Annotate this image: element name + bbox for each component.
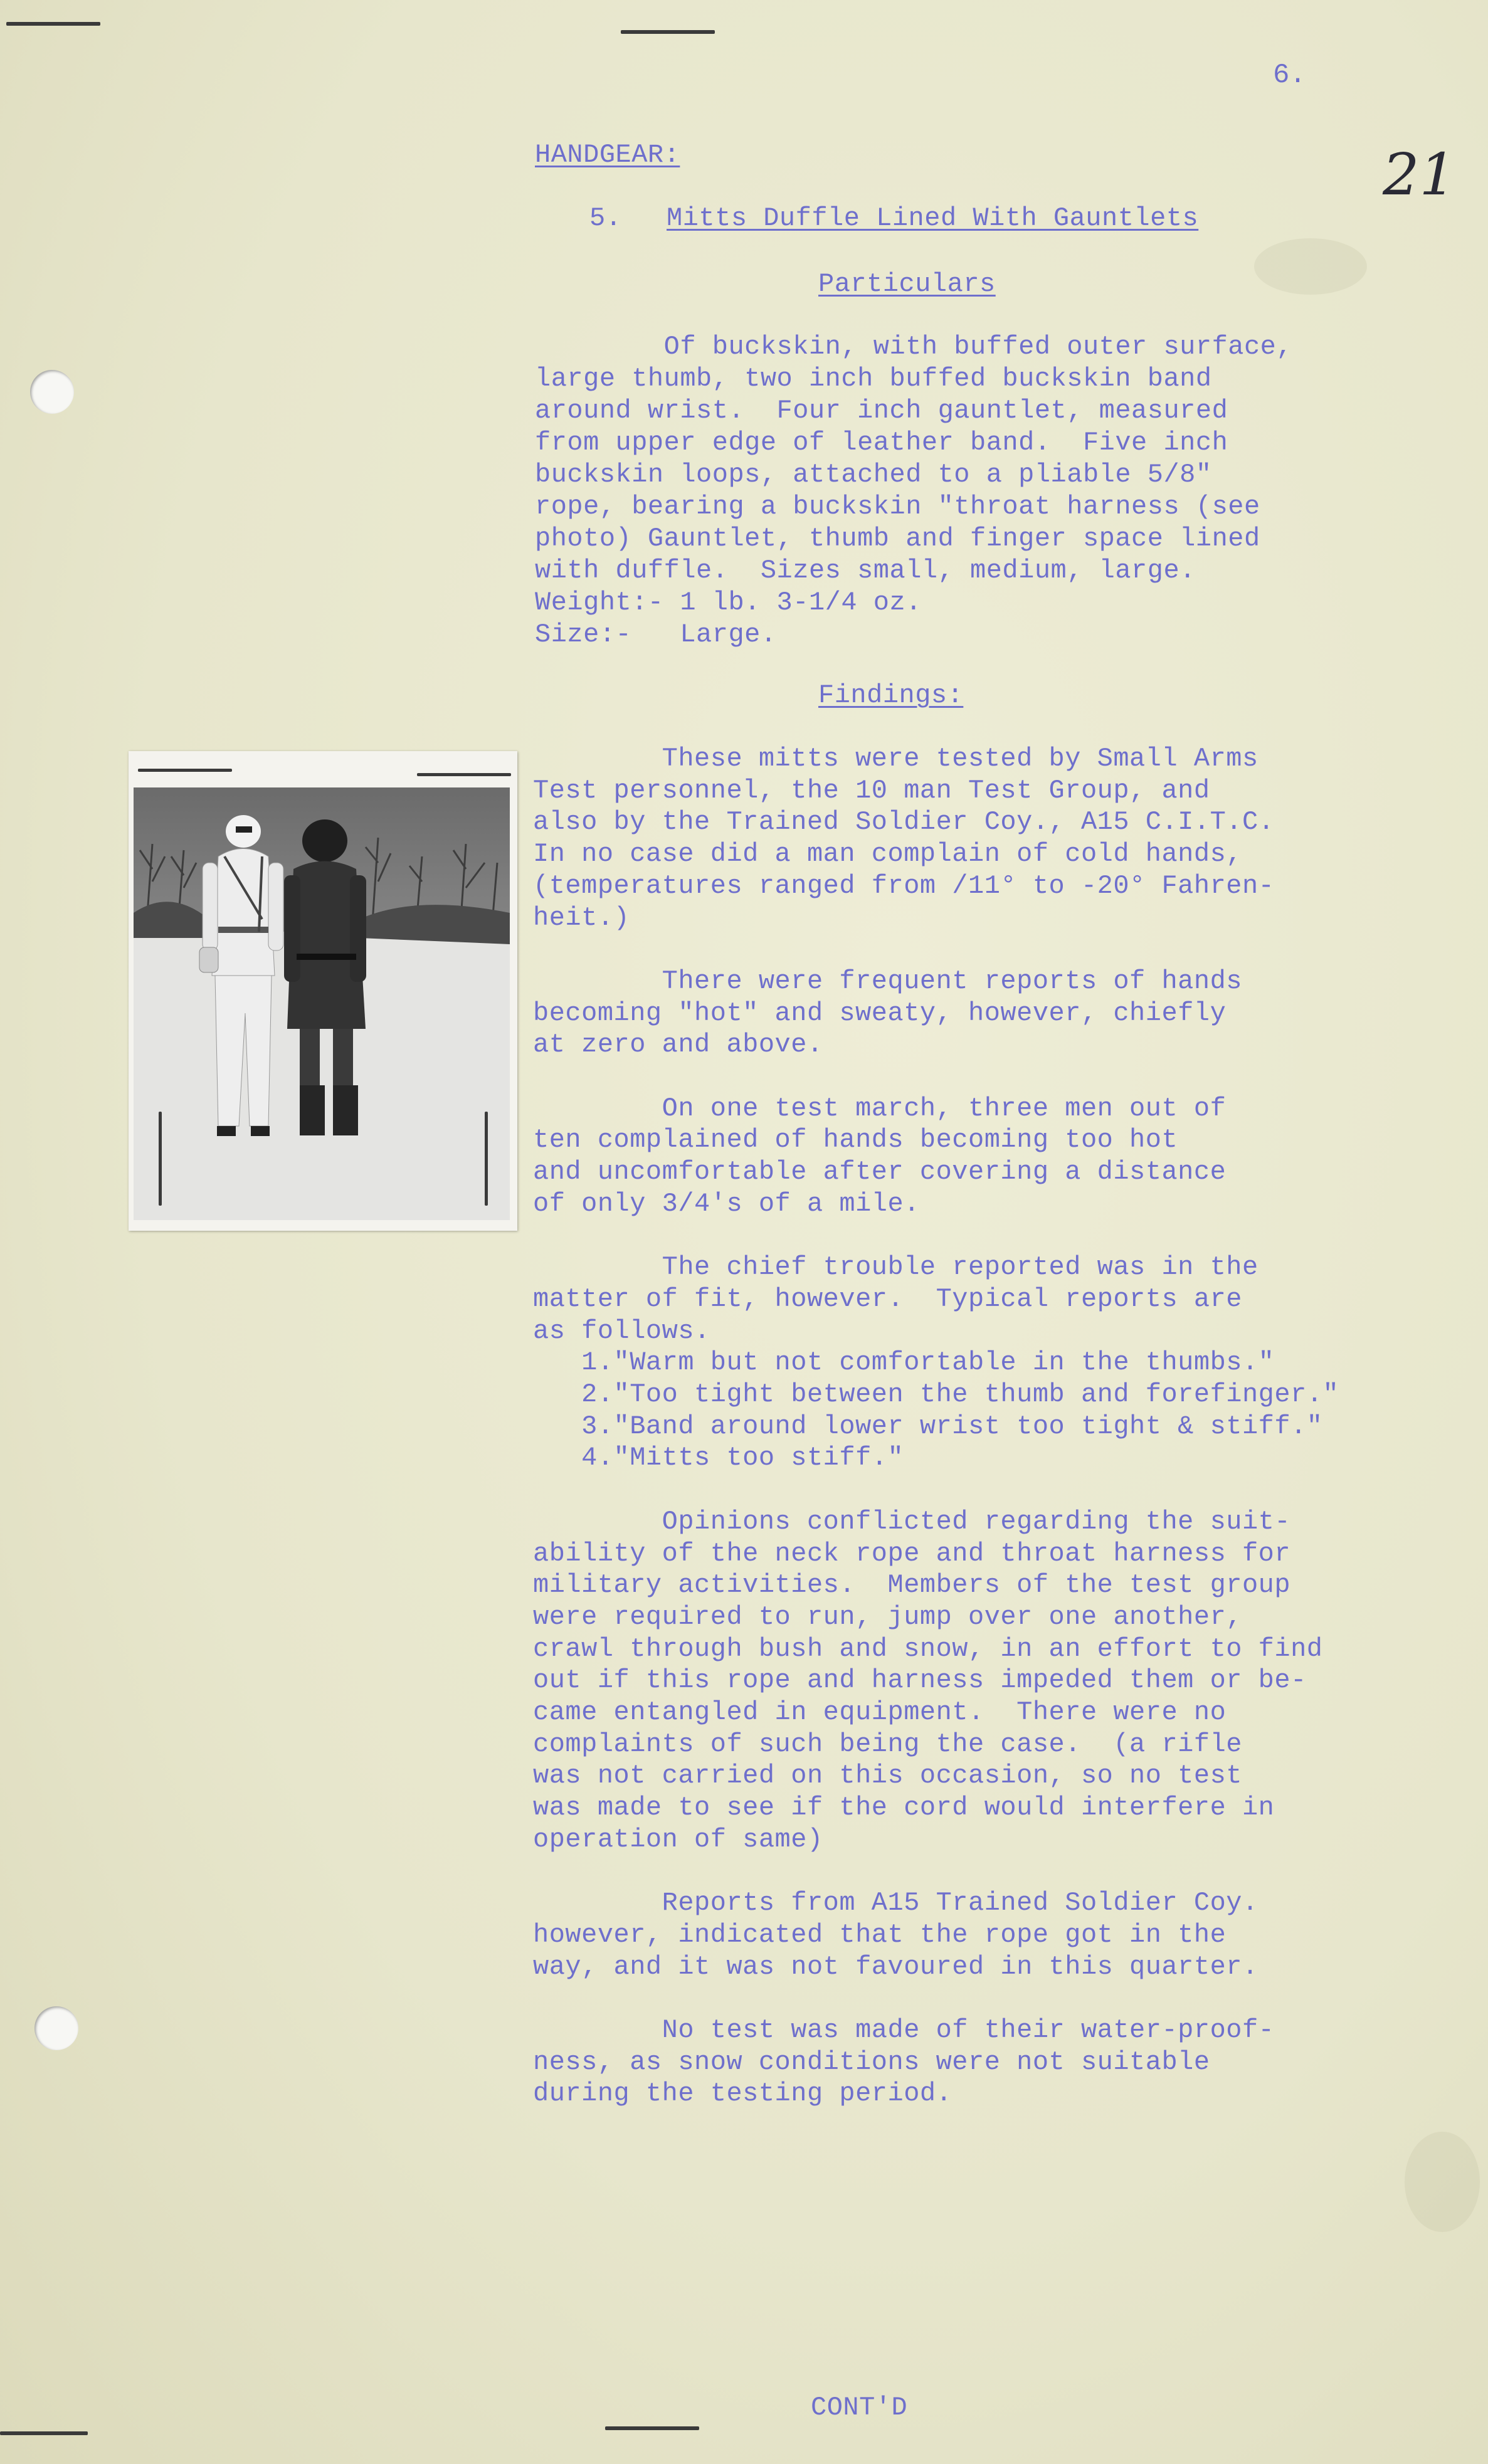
text-line: These mitts were tested by Small Arms — [533, 744, 1258, 774]
text-line: Reports from A15 Trained Soldier Coy. — [533, 1888, 1258, 1919]
staple-mark — [0, 2431, 88, 2435]
text-line: out if this rope and harness impeded them or be- — [533, 1665, 1307, 1696]
text-line: complaints of such being the case. (a rifle — [533, 1729, 1242, 1759]
text-line: ness, as snow conditions were not suitable — [533, 2046, 1210, 2077]
text-line: No test was made of their water-proof- — [533, 2015, 1275, 2045]
text-line: operation of same) — [533, 1824, 823, 1855]
text-line: came entangled in equipment. There were no — [533, 1697, 1227, 1727]
text-line: rope, bearing a buckskin "throat harness (see — [535, 492, 1260, 522]
text-line: around wrist. Four inch gauntlet, measured — [535, 396, 1228, 426]
text-line: 2."Too tight between the thumb and forefinger." — [533, 1379, 1339, 1409]
photo-staple — [417, 773, 511, 776]
photo-staple — [138, 769, 232, 772]
section-heading: HANDGEAR: — [535, 140, 680, 170]
text-line: crawl through bush and snow, in an effort to find — [533, 1633, 1323, 1664]
particulars-heading: Particulars — [818, 269, 996, 299]
item-number: 5. — [589, 203, 622, 233]
text-line: of only 3/4's of a mile. — [533, 1188, 920, 1219]
text-line: photo) Gauntlet, thumb and finger space lined — [535, 524, 1260, 554]
text-line: was not carried on this occasion, so no test — [533, 1761, 1242, 1791]
text-line: and uncomfortable after covering a distance — [533, 1157, 1227, 1187]
text-line: matter of fit, however. Typical reports are — [533, 1283, 1242, 1314]
text-line: also by the Trained Soldier Coy., A15 C.I.T.C. — [533, 807, 1275, 838]
folio-number: 21 — [1383, 141, 1457, 208]
text-line: Opinions conflicted regarding the suit- — [533, 1506, 1291, 1537]
text-line: In no case did a man complain of cold hands, — [533, 839, 1242, 870]
text-line: 1."Warm but not comfortable in the thumbs." — [533, 1347, 1275, 1378]
text-line: military activities. Members of the test group — [533, 1570, 1291, 1601]
text-line: with duffle. Sizes small, medium, large. — [535, 555, 1196, 586]
staple-mark — [621, 30, 715, 34]
text-line: ability of the neck rope and throat harness for — [533, 1538, 1291, 1569]
text-line: (temperatures ranged from /11° to -20° Fahren- — [533, 870, 1275, 901]
text-line: Of buckskin, with buffed outer surface, — [535, 332, 1293, 362]
findings-heading: Findings: — [818, 680, 964, 710]
text-line: however, indicated that the rope got in the — [533, 1919, 1227, 1950]
text-line: The chief trouble reported was in the — [533, 1252, 1258, 1283]
text-line: ten complained of hands becoming too hot — [533, 1125, 1178, 1156]
text-line: 3."Band around lower wrist too tight & stiff." — [533, 1411, 1323, 1441]
text-line: Size:- Large. — [535, 619, 777, 650]
item-title: Mitts Duffle Lined With Gauntlets — [667, 203, 1199, 233]
paper-stain — [1254, 238, 1367, 295]
punch-hole-top — [30, 370, 74, 414]
text-line: was made to see if the cord would interfere in — [533, 1793, 1275, 1823]
text-line: Weight:- 1 lb. 3-1/4 oz. — [535, 587, 922, 618]
text-line: becoming "hot" and sweaty, however, chiefly — [533, 998, 1227, 1028]
footer-continued: CONT'D — [811, 2393, 908, 2423]
text-line: were required to run, jump over one another, — [533, 1601, 1242, 1632]
page-number: 6. — [1273, 60, 1306, 91]
text-line: buckskin loops, attached to a pliable 5/8" — [535, 460, 1212, 490]
text-line: at zero and above. — [533, 1029, 823, 1060]
staple-mark — [605, 2426, 699, 2430]
attached-photograph — [129, 751, 517, 1231]
text-line: 4."Mitts too stiff." — [533, 1443, 904, 1473]
soldiers-in-snow-image — [134, 787, 510, 1220]
punch-hole-bottom — [34, 2006, 78, 2050]
photo-staple-side — [159, 1112, 162, 1206]
paper-stain — [1405, 2132, 1480, 2232]
text-line: during the testing period. — [533, 2078, 952, 2109]
photo-staple-side — [485, 1112, 488, 1206]
text-line: Test personnel, the 10 man Test Group, and — [533, 775, 1210, 806]
text-line: heit.) — [533, 902, 630, 933]
text-line: from upper edge of leather band. Five inch — [535, 428, 1228, 458]
text-line: There were frequent reports of hands — [533, 966, 1242, 996]
text-line: On one test march, three men out of — [533, 1093, 1227, 1124]
text-line: large thumb, two inch buffed buckskin band — [535, 364, 1212, 394]
text-line: way, and it was not favoured in this quarter. — [533, 1951, 1258, 1982]
text-line: as follows. — [533, 1315, 710, 1346]
staple-mark — [6, 22, 100, 26]
